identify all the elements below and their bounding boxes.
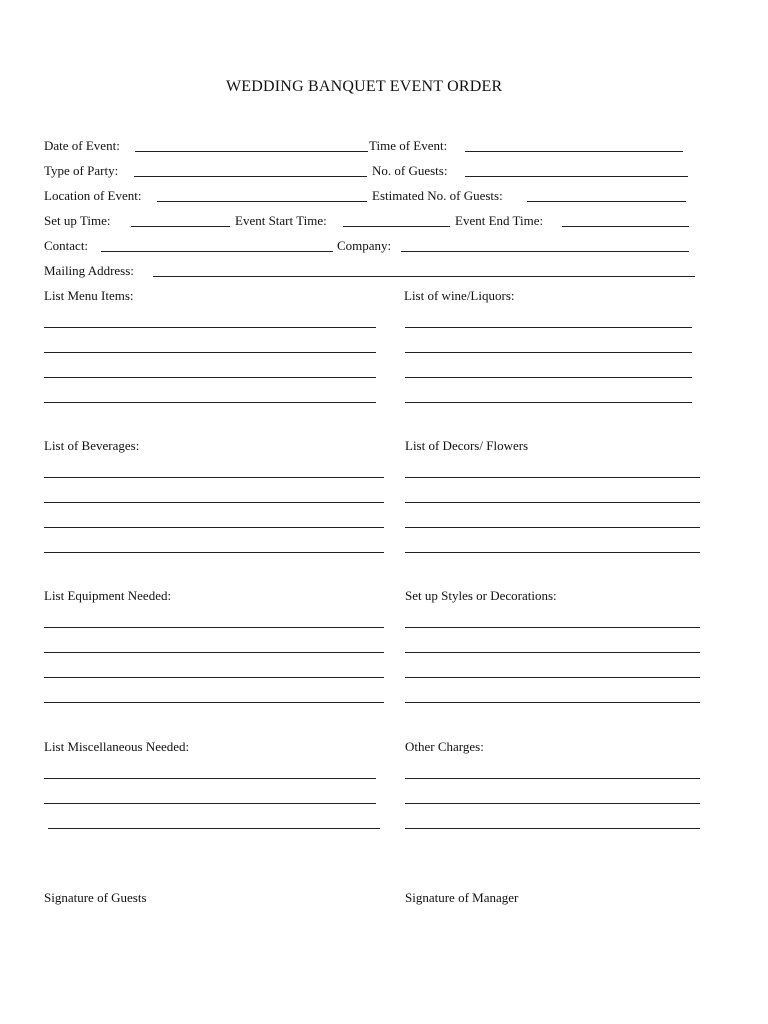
location-of-event-label: Location of Event: [44,188,142,203]
decors-flowers-line[interactable] [405,552,700,553]
mailing-address-label: Mailing Address: [44,263,134,278]
no-of-guests-field[interactable] [465,176,688,177]
beverages-line[interactable] [44,552,384,553]
menu-items-line[interactable] [44,402,376,403]
event-start-time-label: Event Start Time: [235,213,327,228]
setup-styles-line[interactable] [405,627,700,628]
miscellaneous-needed-line[interactable] [44,803,376,804]
setup-styles-line[interactable] [405,677,700,678]
date-of-event-field[interactable] [135,151,368,152]
equipment-needed-line[interactable] [44,627,384,628]
beverages-line[interactable] [44,502,384,503]
beverages-line[interactable] [44,527,384,528]
wine-liquors-line[interactable] [405,327,692,328]
date-of-event-label: Date of Event: [44,138,120,153]
miscellaneous-needed-heading: List Miscellaneous Needed: [44,739,190,754]
other-charges-line[interactable] [405,778,700,779]
contact-label: Contact: [44,238,89,253]
miscellaneous-needed-line[interactable] [44,778,376,779]
other-charges-heading: Other Charges: [405,739,484,754]
type-of-party-label: Type of Party: [44,163,119,178]
equipment-needed-line[interactable] [44,652,384,653]
setup-styles-line[interactable] [405,652,700,653]
decors-flowers-line[interactable] [405,527,700,528]
event-end-time-field[interactable] [562,226,689,227]
other-charges-line[interactable] [405,828,700,829]
time-of-event-label: Time of Event: [369,138,448,153]
location-of-event-field[interactable] [157,201,367,202]
menu-items-line[interactable] [44,327,376,328]
event-start-time-field[interactable] [343,226,450,227]
signature-of-manager-label: Signature of Manager [405,890,519,905]
event-end-time-label: Event End Time: [455,213,544,228]
mailing-address-field[interactable] [153,276,695,277]
equipment-needed-line[interactable] [44,677,384,678]
company-field[interactable] [401,251,689,252]
wine-liquors-line[interactable] [405,402,692,403]
wine-liquors-line[interactable] [405,352,692,353]
signature-of-guests-label: Signature of Guests [44,890,147,905]
menu-items-heading: List Menu Items: [44,288,134,303]
setup-styles-line[interactable] [405,702,700,703]
miscellaneous-needed-line[interactable] [48,828,380,829]
set-up-time-label: Set up Time: [44,213,111,228]
contact-field[interactable] [101,251,333,252]
wine-liquors-line[interactable] [405,377,692,378]
document-title: WEDDING BANQUET EVENT ORDER [226,78,503,95]
setup-styles-heading: Set up Styles or Decorations: [405,588,557,603]
no-of-guests-label: No. of Guests: [372,163,448,178]
beverages-heading: List of Beverages: [44,438,140,453]
set-up-time-field[interactable] [131,226,230,227]
other-charges-line[interactable] [405,803,700,804]
beverages-line[interactable] [44,477,384,478]
wine-liquors-heading: List of wine/Liquors: [404,288,515,303]
time-of-event-field[interactable] [465,151,683,152]
estimated-no-of-guests-field[interactable] [527,201,686,202]
company-label: Company: [337,238,392,253]
menu-items-line[interactable] [44,377,376,378]
decors-flowers-line[interactable] [405,477,700,478]
decors-flowers-heading: List of Decors/ Flowers [405,438,529,453]
equipment-needed-heading: List Equipment Needed: [44,588,172,603]
menu-items-line[interactable] [44,352,376,353]
decors-flowers-line[interactable] [405,502,700,503]
type-of-party-field[interactable] [134,176,367,177]
estimated-no-of-guests-label: Estimated No. of Guests: [372,188,503,203]
equipment-needed-line[interactable] [44,702,384,703]
